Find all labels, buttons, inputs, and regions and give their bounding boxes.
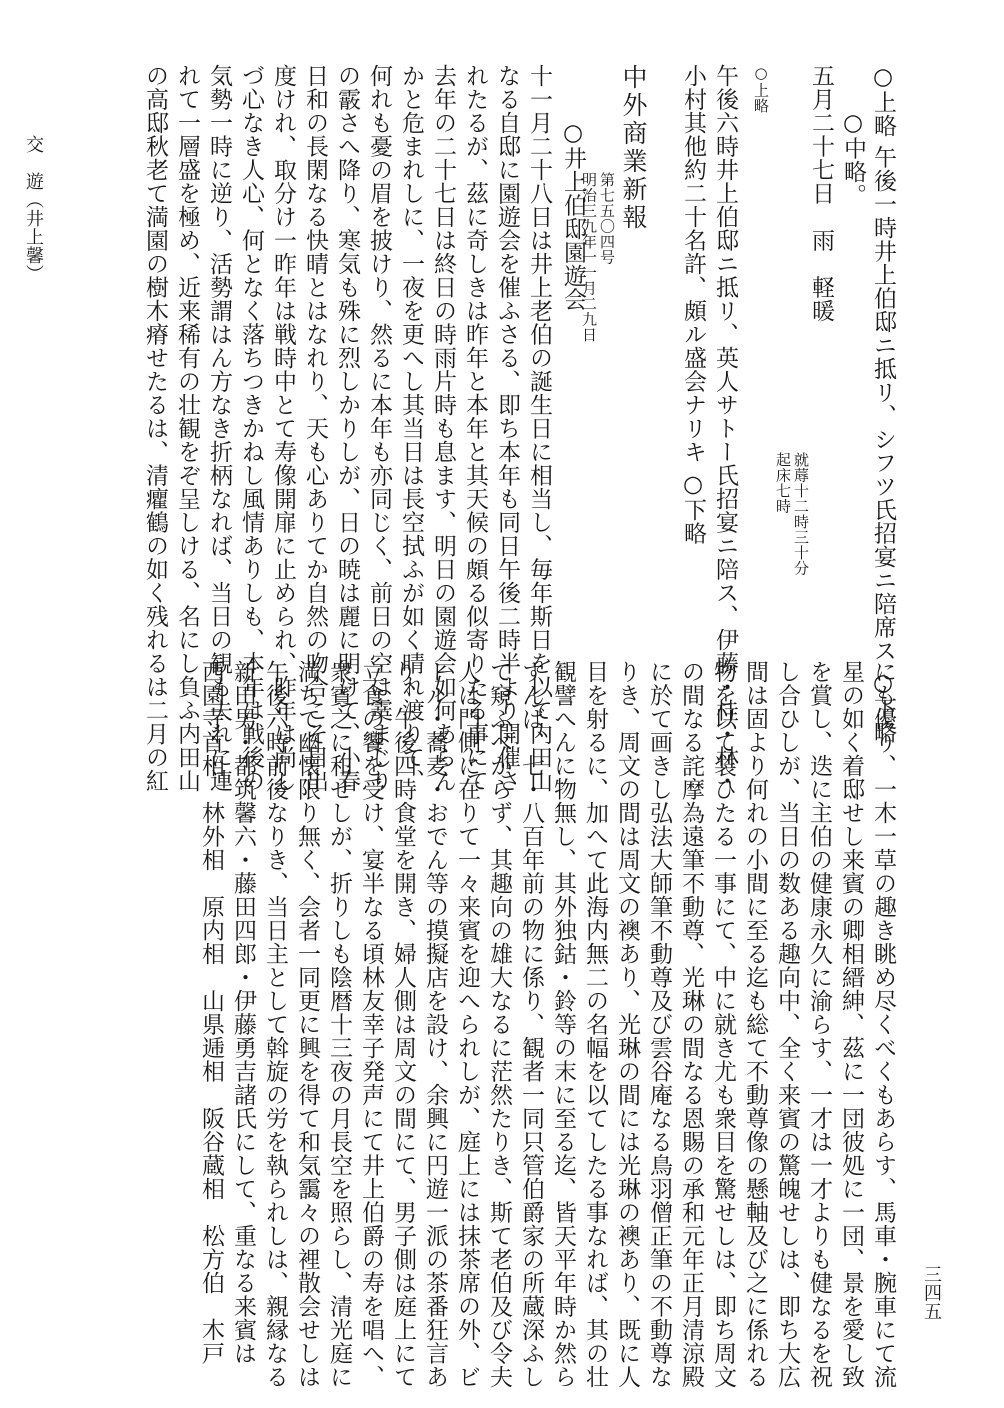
- newspaper-issue: 第七五〇四号: [598, 172, 616, 265]
- article-line-10: 気勢一時に逆り、活勢謂はん方なき折柄なれば、当日の観も夫れに連: [206, 64, 232, 793]
- lower-line-7: に於て画きし弘法大師筆不動尊及び雲谷庵なる鳥羽僧正筆の不動尊な: [646, 660, 672, 1389]
- upper-line-6: 午後六時井上伯邸ニ抵リ、英人サトー氏招宴ニ陪ス、伊藤・桂・林・: [712, 64, 738, 793]
- newspaper-title: 中外商業新報: [619, 64, 648, 232]
- lower-line-14: ール・蕎麦・おでん等の摸擬店を設け、余興に円遊一派の茶番狂言あ: [422, 660, 448, 1389]
- lower-line-10: 観譬へんに物無し、其外独鈷・鈴等の末に至る迄、皆天平年時か然ら: [550, 660, 576, 1389]
- article-line-7: 日和の長閑なる快晴とはなれり、天も心ありてか自然の吻合こそ目出: [302, 64, 328, 793]
- article-line-11: れて一層盛を極め、近来稀有の壮観をぞ呈しける、名にし負ふ内田山: [174, 64, 200, 793]
- lower-line-4: 間は固より何れの小間に至る迄も総て不動尊像の懸軸及び之に係れる: [742, 660, 768, 1389]
- lower-line-20: 新田男・都筑馨六・藤田四郎・伊藤勇吉諸氏にして、重なる来賓は: [230, 660, 256, 1365]
- lower-line-12: て窺ふべからず、其趣向の雄大なるに茫然たりき、斯て老伯及び令夫: [486, 660, 512, 1389]
- upper-line-2: 五月二十七日 雨 軽暖: [808, 64, 834, 323]
- lower-line-11: すんば、七・八百年前の物に係り、観者一同只管伯爵家の所蔵深ふし: [518, 660, 544, 1389]
- lower-line-16: 立食の饗を受け、宴半なる頃林友幸子発声にて井上伯爵の寿を唱へ、: [358, 660, 384, 1389]
- article-line-0: 十一月二十八日は井上老伯の誕生日に相当し、毎年斯日を以て内田山: [526, 64, 552, 793]
- lower-line-6: の間なる詫摩為遠筆不動尊、光琳の間なる恩賜の承和元年正月清涼殿: [678, 660, 704, 1389]
- article-title: ○井上伯邸園遊会: [560, 120, 586, 311]
- newspaper-date: 明治三九年一一月二九日: [580, 172, 598, 343]
- article-line-6: の霰さへ降り、寒気も殊に烈しかりしが、日の暁は麗に明けて、小春: [334, 64, 360, 793]
- lower-line-18: 満ちて幽懐限り無く、会者一同更に興を得て和気靄々の裡散会せしは: [294, 660, 320, 1389]
- lower-line-8: りき、周文の間は周文の襖あり、光琳の間には光琳の襖あり、既に人: [614, 660, 640, 1389]
- lower-line-9: 目を射るに、加へて此海内無二の名幅を以てしたる事なれば、其の壮: [582, 660, 608, 1389]
- upper-line-1: ○中略。: [840, 110, 866, 207]
- article-line-1: なる自邸に園遊会を催ふさる、即ち本年も同日午後二時半より開催さ: [494, 64, 520, 793]
- lower-line-0: にも優り、一木一草の趣き眺め尽くべくもあらす、馬車・腕車にて流: [870, 660, 896, 1389]
- lower-line-17: 衆賓之に和せしが、折りしも陰暦十三夜の月長空を照らし、清光庭に: [326, 660, 352, 1389]
- upper-line-5: ○上略: [752, 64, 770, 114]
- article-line-8: 度けれ、取分け一昨年は戦時中とて寿像開扉に止められ、昨年は尚し: [270, 64, 296, 793]
- lower-line-21: 西園寺首相 林外相 原内相 山県逓相 阪谷蔵相 松方伯 木戸: [198, 660, 224, 1365]
- article-line-2: れたるが、茲に奇しきは昨年と本年と其天候の頗る似寄りたる事にて: [462, 64, 488, 793]
- article-line-9: づ心なき人心、何となく落ちつきかねし風情ありしも、本年は戦後の: [238, 64, 264, 793]
- article-line-4: かと危まれしに、一夜を更へし其当日は長空拭ふが如く晴れ渡りて、: [398, 64, 424, 793]
- article-line-12: の高邸秋老て満園の樹木瘠せたるは、清癯鶴の如く残れるは二月の紅: [142, 64, 168, 793]
- upper-line-7: 小村其他約二十名許、頗ル盛会ナリキ ○下略: [680, 64, 706, 545]
- lower-line-19: 午後六時前後なりき、当日主として斡旋の労を執られしは、親縁なる: [262, 660, 288, 1389]
- lower-line-13: 人は門側に在りて一々来賓を迎へられしが、庭上には抹茶席の外、ビ: [454, 660, 480, 1389]
- article-line-5: 何れも憂の眉を披けり、然るに本年も亦同じく、前日の空は霙まじり: [366, 64, 392, 793]
- lower-line-2: を賞し、迭に主伯の健康永久に渝らす、一才は一才よりも健なるを祝: [806, 660, 832, 1389]
- lower-line-15: り、午後四時食堂を開き、婦人側は周文の間にて、男子側は庭上にて: [390, 660, 416, 1389]
- upper-line-3: 起床七時: [774, 452, 792, 514]
- upper-line-0: ○上略 午後一時井上伯邸ニ抵リ、シフツ氏招宴ニ陪席ス ○下略: [870, 64, 896, 744]
- lower-line-1: 星の如く着邸せし来賓の卿相縉紳、茲に一団彼処に一団、景を愛し致: [838, 660, 864, 1389]
- lower-line-3: し合ひしが、当日の数ある趣向中、全く来賓の驚魄せしは、即ち大広: [774, 660, 800, 1389]
- running-head: 交 遊（井上馨）: [23, 135, 44, 283]
- upper-line-4: 就蓐十二時三十分: [792, 452, 810, 576]
- article-line-3: 去年の二十七日は終日の時雨片時も息ます、明日の園遊会如何あらん: [430, 64, 456, 793]
- lower-line-5: 物を以て装ひたる一事にて、中に就き尤も衆目を驚せしは、即ち周文: [710, 660, 736, 1389]
- page-number: 三四五: [921, 1265, 942, 1321]
